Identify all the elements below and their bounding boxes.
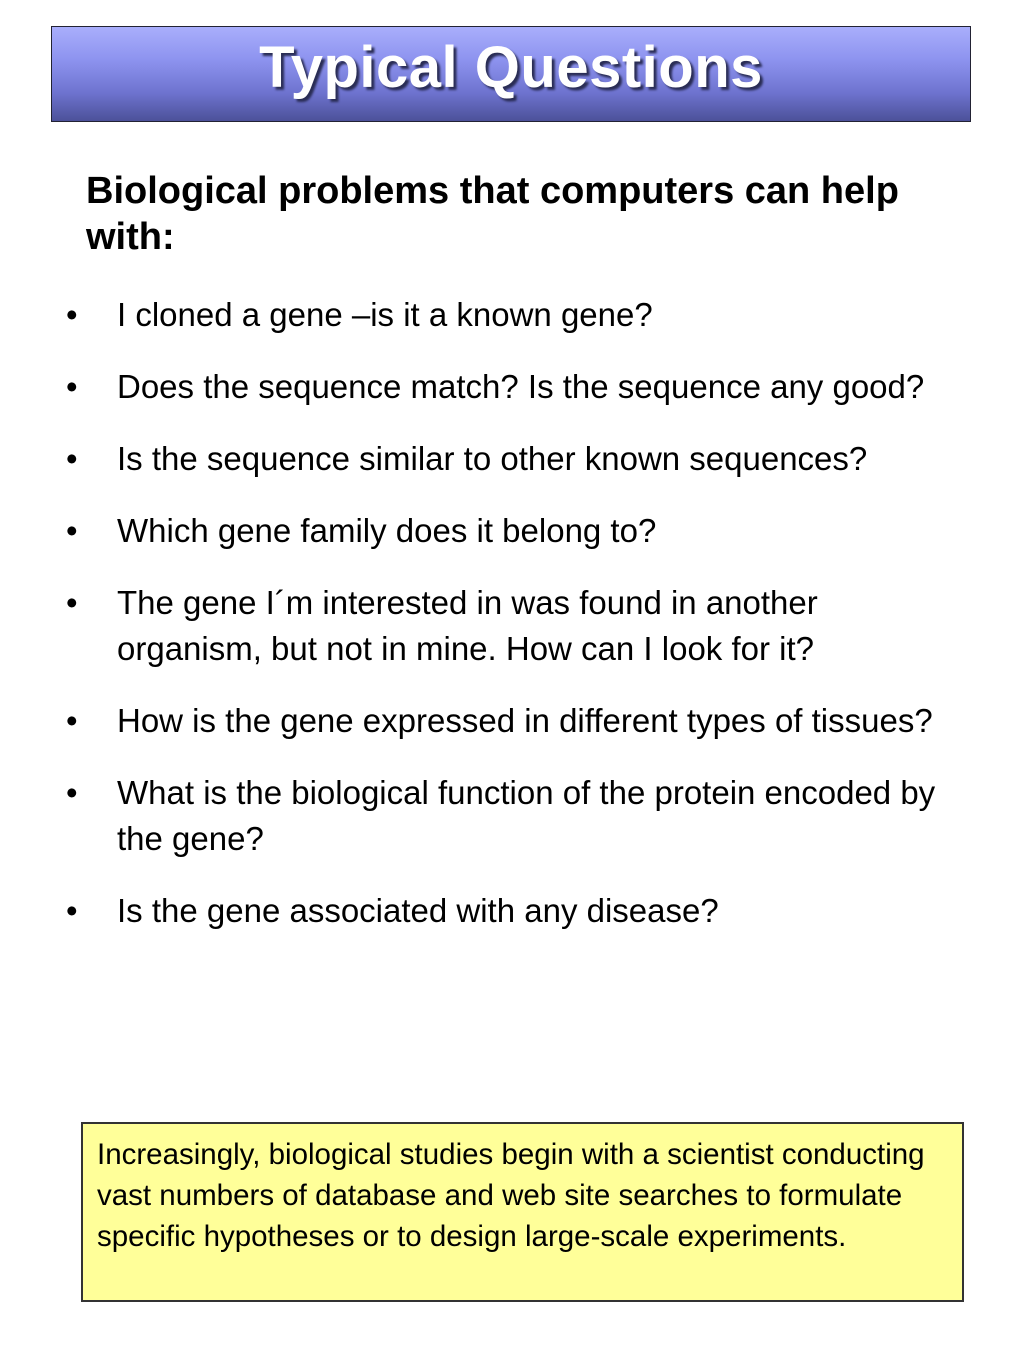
list-item <box>60 364 960 410</box>
list-item-text: I cloned a gene –is it a known gene? <box>117 296 653 333</box>
list-item-text: Does the sequence match? Is the sequence any good? <box>117 368 925 405</box>
list-item-text: What is the biological function of the protein encoded by the gene? <box>117 774 936 857</box>
note-text: Increasingly, biological studies begin with a scientist conducting vast numbers of database and web site searches to formulate specific hypotheses or to design large-scale experiments. <box>97 1138 925 1253</box>
note-box <box>81 1122 964 1302</box>
bullet-marker: • <box>66 440 78 477</box>
list-item <box>60 580 960 672</box>
title-banner <box>51 26 971 122</box>
list-item <box>60 698 960 744</box>
list-item <box>60 436 960 482</box>
bullet-marker: • <box>66 774 78 811</box>
bullet-marker: • <box>66 296 78 333</box>
list-item-text: Is the sequence similar to other known sequences? <box>117 440 868 477</box>
list-item <box>60 770 960 862</box>
list-item-text: Is the gene associated with any disease? <box>117 892 719 929</box>
bullet-marker: • <box>66 892 78 929</box>
list-item-text: How is the gene expressed in different types of tissues? <box>117 702 933 739</box>
list-item-text: Which gene family does it belong to? <box>117 512 657 549</box>
list-item <box>60 292 960 338</box>
bullet-marker: • <box>66 512 78 549</box>
list-item <box>60 888 960 934</box>
slide-subtitle: Biological problems that computers can help with: <box>86 170 899 258</box>
bullet-marker: • <box>66 702 78 739</box>
list-item-text: The gene I´m interested in was found in another organism, but not in mine. How can I look for it? <box>117 584 818 667</box>
bullet-marker: • <box>66 368 78 405</box>
list-item <box>60 508 960 554</box>
slide-title: Typical Questions <box>259 35 763 100</box>
question-list <box>60 292 960 960</box>
bullet-marker: • <box>66 584 78 621</box>
